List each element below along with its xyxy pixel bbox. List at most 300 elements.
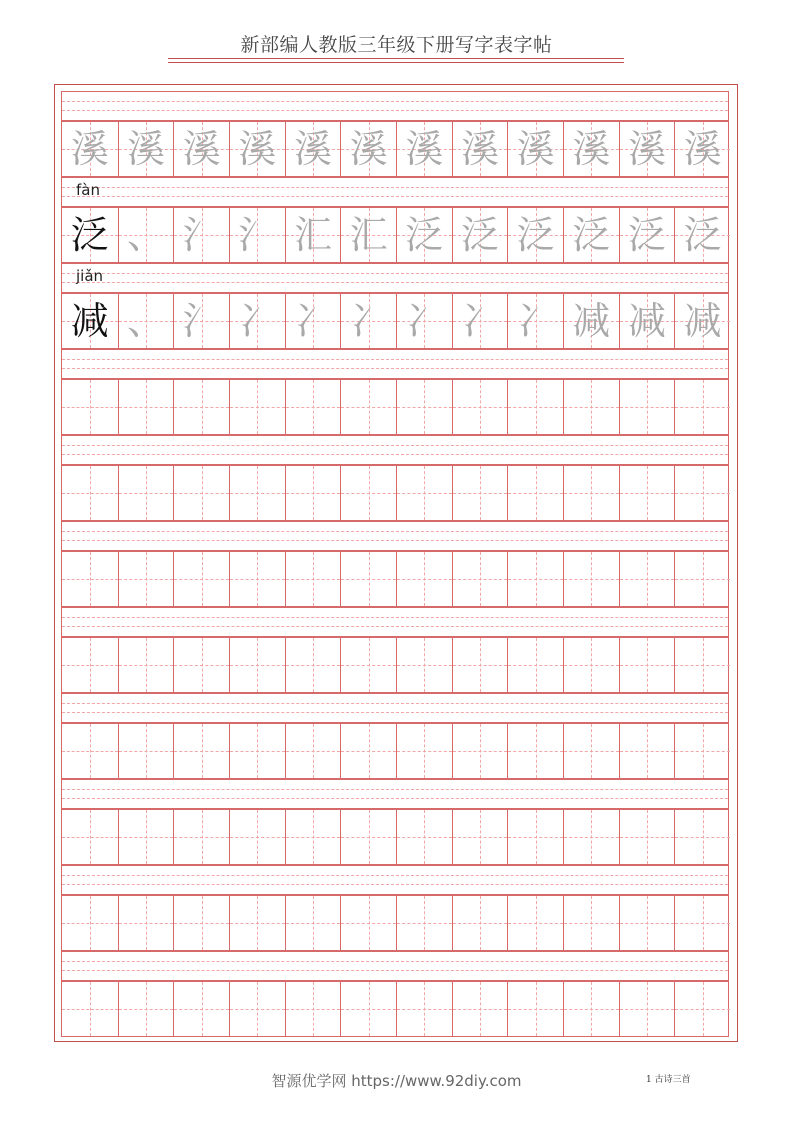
cell-horizontal-guide [564,579,619,580]
grid-cell[interactable] [396,896,452,950]
cell-horizontal-guide [564,493,619,494]
trace-character: 溪 [405,127,444,171]
trace-character: 减 [627,299,666,343]
grid-cell[interactable] [62,724,118,778]
grid-cell[interactable] [340,896,396,950]
grid-cell[interactable] [674,810,730,864]
pinyin-guide-line [62,617,728,618]
grid-cell[interactable] [674,294,730,348]
cell-horizontal-guide [174,923,229,924]
character-row [61,723,729,779]
pinyin-guide-line [62,187,728,188]
grid-cell[interactable] [452,380,508,434]
pinyin-guide-line [62,875,728,876]
cell-horizontal-guide [675,923,730,924]
character-row [61,809,729,865]
grid-cell[interactable] [674,552,730,606]
character-row [61,379,729,435]
trace-character: 冫 [293,299,332,343]
cell-horizontal-guide [230,751,285,752]
pinyin-guide-line [62,703,728,704]
character-row [61,121,729,177]
cell-horizontal-guide [341,579,396,580]
grid-cell[interactable] [285,122,341,176]
cell-horizontal-guide [341,923,396,924]
trace-character: 氵 [182,213,221,257]
cell-horizontal-guide [62,665,118,666]
trace-character: 减 [683,299,722,343]
cell-horizontal-guide [620,1009,675,1010]
grid-cell[interactable] [340,294,396,348]
grid-cell[interactable] [396,810,452,864]
title-rule-bottom [168,62,624,63]
trace-character: 氵 [182,299,221,343]
cell-horizontal-guide [397,579,452,580]
grid-cell[interactable] [619,896,675,950]
cell-horizontal-guide [453,923,508,924]
trace-character: 泛 [683,213,722,257]
cell-horizontal-guide [62,579,118,580]
grid-cell[interactable] [118,380,174,434]
grid-cell[interactable] [229,208,285,262]
grid-cell[interactable] [62,552,118,606]
grid-cell[interactable] [619,294,675,348]
cell-horizontal-guide [564,837,619,838]
grid-cell[interactable] [118,896,174,950]
grid-cell[interactable] [563,724,619,778]
cell-horizontal-guide [675,837,730,838]
grid-cell[interactable] [340,810,396,864]
cell-horizontal-guide [508,837,563,838]
grid-cell[interactable] [62,896,118,950]
grid-cell[interactable] [118,208,174,262]
pinyin-guide-line [62,273,728,274]
pinyin-strip [61,91,729,121]
grid-cell[interactable] [619,982,675,1036]
pinyin-strip [61,177,729,207]
cell-horizontal-guide [564,407,619,408]
grid-cell[interactable] [674,896,730,950]
grid-cell[interactable] [285,208,341,262]
grid-cell[interactable] [118,982,174,1036]
grid-cell[interactable] [229,294,285,348]
grid-cell[interactable] [173,982,229,1036]
grid-cell[interactable] [507,552,563,606]
cell-horizontal-guide [62,837,118,838]
cell-horizontal-guide [675,493,730,494]
grid-cell[interactable] [674,122,730,176]
cell-horizontal-guide [174,837,229,838]
cell-horizontal-guide [174,1009,229,1010]
cell-horizontal-guide [230,1009,285,1010]
pinyin-guide-line [62,359,728,360]
grid-cell[interactable] [563,810,619,864]
trace-character: 冫 [516,299,555,343]
grid-cell[interactable] [173,638,229,692]
grid-cell[interactable] [340,982,396,1036]
cell-horizontal-guide [286,579,341,580]
grid-cell[interactable] [229,896,285,950]
grid-cell[interactable] [674,380,730,434]
character-row [61,551,729,607]
pinyin-strip [61,865,729,895]
cell-horizontal-guide [286,751,341,752]
grid-cell[interactable] [340,122,396,176]
trace-character: 溪 [182,127,221,171]
cell-horizontal-guide [119,493,174,494]
grid-cell[interactable] [507,208,563,262]
cell-horizontal-guide [397,1009,452,1010]
grid-cell[interactable] [619,810,675,864]
grid-cell[interactable] [62,466,118,520]
cell-horizontal-guide [341,407,396,408]
cell-horizontal-guide [341,1009,396,1010]
pinyin-guide-line [62,368,728,369]
character-row [61,465,729,521]
grid-cell[interactable] [340,466,396,520]
grid-cell[interactable] [229,982,285,1036]
grid-cell[interactable] [452,982,508,1036]
grid-cell[interactable] [452,810,508,864]
cell-horizontal-guide [397,493,452,494]
grid-cell[interactable] [563,122,619,176]
trace-character: 氵 [238,213,277,257]
cell-horizontal-guide [508,751,563,752]
grid-cell[interactable] [285,552,341,606]
grid-cell[interactable] [229,466,285,520]
grid-cell[interactable] [563,552,619,606]
title-rule-top [168,58,624,59]
cell-horizontal-guide [397,751,452,752]
cell-horizontal-guide [230,493,285,494]
grid-cell[interactable] [563,466,619,520]
grid-cell[interactable] [619,208,675,262]
grid-cell[interactable] [340,380,396,434]
cell-horizontal-guide [620,923,675,924]
grid-cell[interactable] [563,208,619,262]
grid-cell[interactable] [62,982,118,1036]
cell-horizontal-guide [564,665,619,666]
footer-note: 1 古诗三首 [646,1075,691,1085]
grid-cell[interactable] [452,294,508,348]
grid-cell[interactable] [396,466,452,520]
trace-character: 汇 [293,213,332,257]
cell-horizontal-guide [174,579,229,580]
grid-cell[interactable] [674,638,730,692]
cell-horizontal-guide [620,407,675,408]
grid-cell[interactable] [118,466,174,520]
pinyin-guide-line [62,789,728,790]
cell-horizontal-guide [564,923,619,924]
grid-cell[interactable] [118,810,174,864]
character-row [61,293,729,349]
cell-horizontal-guide [675,751,730,752]
pinyin-strip [61,521,729,551]
pinyin-strip [61,263,729,293]
pinyin-guide-line [62,531,728,532]
grid-cell[interactable] [507,982,563,1036]
grid-cell[interactable] [674,724,730,778]
grid-cell[interactable] [285,638,341,692]
cell-horizontal-guide [62,1009,118,1010]
pinyin-strip [61,435,729,465]
trace-character: 汇 [349,213,388,257]
trace-character: 溪 [516,127,555,171]
cell-horizontal-guide [62,923,118,924]
cell-horizontal-guide [286,407,341,408]
grid-cell[interactable] [396,982,452,1036]
cell-horizontal-guide [397,837,452,838]
grid-cell[interactable] [452,638,508,692]
trace-character: 冫 [238,299,277,343]
cell-horizontal-guide [230,407,285,408]
cell-horizontal-guide [62,493,118,494]
grid-cell[interactable] [340,552,396,606]
grid-cell[interactable] [674,982,730,1036]
grid-cell[interactable] [507,638,563,692]
grid-cell[interactable] [118,294,174,348]
cell-horizontal-guide [174,665,229,666]
grid-cell[interactable] [62,638,118,692]
cell-horizontal-guide [620,493,675,494]
grid-cell[interactable] [118,122,174,176]
grid-cell[interactable] [285,810,341,864]
grid-cell[interactable] [507,294,563,348]
grid-cell[interactable] [396,724,452,778]
grid-cell[interactable] [619,724,675,778]
cell-horizontal-guide [453,579,508,580]
pinyin-label: jiǎn [76,267,104,285]
grid-cell[interactable] [563,982,619,1036]
cell-horizontal-guide [508,1009,563,1010]
grid-cell[interactable] [285,724,341,778]
cell-horizontal-guide [675,579,730,580]
cell-horizontal-guide [174,407,229,408]
cell-horizontal-guide [508,579,563,580]
trace-character: 泛 [572,213,611,257]
grid-cell[interactable] [396,122,452,176]
grid-cell[interactable] [674,208,730,262]
grid-cell[interactable] [62,208,118,262]
grid-cell[interactable] [452,552,508,606]
trace-character: 溪 [349,127,388,171]
grid-cell[interactable] [507,466,563,520]
cell-horizontal-guide [564,1009,619,1010]
pinyin-strip [61,349,729,379]
grid-cell[interactable] [619,122,675,176]
cell-horizontal-guide [341,493,396,494]
grid-cell[interactable] [507,380,563,434]
grid-cell[interactable] [229,380,285,434]
trace-character: 溪 [238,127,277,171]
cell-horizontal-guide [286,1009,341,1010]
grid-cell[interactable] [507,896,563,950]
cell-horizontal-guide [341,837,396,838]
pinyin-guide-line [62,712,728,713]
pinyin-guide-line [62,445,728,446]
cell-horizontal-guide [620,579,675,580]
grid-cell[interactable] [173,294,229,348]
pinyin-strip [61,693,729,723]
cell-horizontal-guide [675,665,730,666]
grid-cell[interactable] [674,466,730,520]
trace-character: 溪 [126,127,165,171]
cell-horizontal-guide [453,837,508,838]
character-row [61,637,729,693]
trace-character: 冫 [405,299,444,343]
cell-horizontal-guide [675,1009,730,1010]
cell-horizontal-guide [508,665,563,666]
character-row [61,981,729,1037]
grid-cell[interactable] [396,208,452,262]
pinyin-guide-line [62,884,728,885]
cell-horizontal-guide [174,751,229,752]
grid-cell[interactable] [173,552,229,606]
grid-cell[interactable] [285,896,341,950]
pinyin-guide-line [62,101,728,102]
grid-cell[interactable] [285,380,341,434]
cell-horizontal-guide [508,923,563,924]
grid-cell[interactable] [452,122,508,176]
cell-horizontal-guide [62,407,118,408]
cell-horizontal-guide [230,923,285,924]
trace-character: 泛 [516,213,555,257]
pinyin-strip [61,779,729,809]
grid-cell[interactable] [62,380,118,434]
grid-cell[interactable] [340,208,396,262]
grid-cell[interactable] [396,638,452,692]
grid-cell[interactable] [563,638,619,692]
cell-horizontal-guide [286,837,341,838]
cell-horizontal-guide [230,837,285,838]
grid-cell[interactable] [285,466,341,520]
pinyin-guide-line [62,626,728,627]
grid-cell[interactable] [229,552,285,606]
grid-cell[interactable] [62,122,118,176]
grid-cell[interactable] [507,810,563,864]
trace-character: 溪 [70,127,109,171]
grid-cell[interactable] [229,122,285,176]
cell-horizontal-guide [119,579,174,580]
grid-cell[interactable] [452,208,508,262]
cell-horizontal-guide [174,493,229,494]
grid-cell[interactable] [507,724,563,778]
cell-horizontal-guide [119,837,174,838]
pinyin-guide-line [62,970,728,971]
grid-cell[interactable] [452,896,508,950]
grid-cell[interactable] [173,896,229,950]
trace-character: 冫 [460,299,499,343]
cell-horizontal-guide [453,751,508,752]
cell-horizontal-guide [230,579,285,580]
grid-cell[interactable] [452,724,508,778]
grid-cell[interactable] [118,552,174,606]
grid-cell[interactable] [396,380,452,434]
grid-cell[interactable] [173,724,229,778]
grid-cell[interactable] [340,724,396,778]
grid-cell[interactable] [396,294,452,348]
grid-cell[interactable] [62,294,118,348]
grid-cell[interactable] [229,724,285,778]
cell-horizontal-guide [230,665,285,666]
cell-horizontal-guide [286,923,341,924]
pinyin-strip [61,951,729,981]
grid-cell[interactable] [173,122,229,176]
cell-horizontal-guide [620,837,675,838]
grid-cell[interactable] [173,810,229,864]
cell-horizontal-guide [397,407,452,408]
grid-cell[interactable] [118,724,174,778]
grid-cell[interactable] [229,810,285,864]
grid-cell[interactable] [118,638,174,692]
grid-cell[interactable] [396,552,452,606]
cell-horizontal-guide [564,751,619,752]
character-row [61,895,729,951]
pinyin-guide-line [62,282,728,283]
grid-cell[interactable] [229,638,285,692]
cell-horizontal-guide [508,493,563,494]
cell-horizontal-guide [453,407,508,408]
pinyin-guide-line [62,454,728,455]
cell-horizontal-guide [286,493,341,494]
trace-character: 溪 [293,127,332,171]
grid-cell[interactable] [619,552,675,606]
cell-horizontal-guide [119,665,174,666]
pinyin-guide-line [62,798,728,799]
grid-cell[interactable] [563,294,619,348]
footer-site: 智源优学网 https://www.92diy.com [271,1072,522,1090]
grid-cell[interactable] [173,466,229,520]
cell-horizontal-guide [119,751,174,752]
grid-cell[interactable] [173,208,229,262]
grid-cell[interactable] [285,294,341,348]
cell-horizontal-guide [119,923,174,924]
cell-horizontal-guide [453,493,508,494]
cell-horizontal-guide [397,665,452,666]
trace-character: 泛 [460,213,499,257]
grid-cell[interactable] [619,466,675,520]
trace-character: 溪 [683,127,722,171]
cell-horizontal-guide [620,665,675,666]
grid-cell[interactable] [507,122,563,176]
grid-cell[interactable] [452,466,508,520]
cell-horizontal-guide [453,665,508,666]
trace-character: 冫 [349,299,388,343]
trace-character: 泛 [627,213,666,257]
pinyin-label: fàn [76,181,100,199]
cell-horizontal-guide [397,923,452,924]
grid-cell[interactable] [619,380,675,434]
cell-horizontal-guide [675,407,730,408]
cell-horizontal-guide [508,407,563,408]
grid-cell[interactable] [619,638,675,692]
grid-cell[interactable] [340,638,396,692]
pinyin-guide-line [62,196,728,197]
pinyin-guide-line [62,961,728,962]
trace-character: 减 [572,299,611,343]
trace-character: 溪 [627,127,666,171]
pinyin-strip [61,607,729,637]
grid-cell[interactable] [563,380,619,434]
trace-character: 、 [126,299,165,343]
grid-cell[interactable] [173,380,229,434]
grid-cell[interactable] [62,810,118,864]
character-row [61,207,729,263]
grid-cell[interactable] [563,896,619,950]
cell-horizontal-guide [286,665,341,666]
trace-character: 溪 [460,127,499,171]
grid-cell[interactable] [285,982,341,1036]
